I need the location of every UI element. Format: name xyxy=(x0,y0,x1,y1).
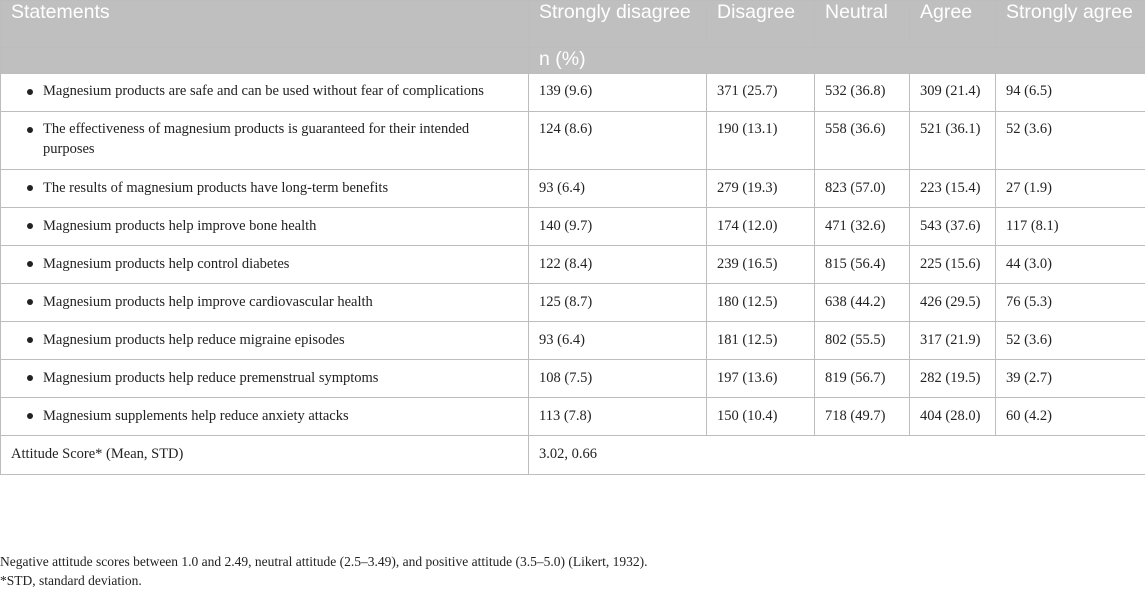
table-row xyxy=(1,398,1145,436)
footnote-std: *STD, standard deviation. xyxy=(0,571,647,590)
table-row xyxy=(1,246,1145,284)
disagree-cell: 150 (10.4) xyxy=(707,398,815,436)
statement-cell: Magnesium supplements help reduce anxiety attacks xyxy=(1,398,529,436)
header-blank xyxy=(1,48,529,74)
strongly-disagree-cell: 139 (9.6) xyxy=(529,74,707,112)
strongly-agree-cell: 117 (8.1) xyxy=(996,208,1145,246)
strongly-disagree-cell: 113 (7.8) xyxy=(529,398,707,436)
neutral-cell: 718 (49.7) xyxy=(815,398,910,436)
strongly-agree-cell: 52 (3.6) xyxy=(996,112,1145,170)
strongly-disagree-cell: 125 (8.7) xyxy=(529,284,707,322)
header-strongly-agree: Strongly agree xyxy=(996,1,1145,48)
header-agree: Agree xyxy=(910,1,996,48)
statement-cell: The results of magnesium products have long-term benefits xyxy=(1,170,529,208)
strongly-disagree-cell: 93 (6.4) xyxy=(529,322,707,360)
agree-cell: 317 (21.9) xyxy=(910,322,996,360)
footnote-scale: Negative attitude scores between 1.0 and 2.49, neutral attitude (2.5–3.49), and positive attitude (3.5–5.0) (Likert, 1932). xyxy=(0,552,647,571)
statement-cell: Magnesium products help improve cardiovascular health xyxy=(1,284,529,322)
header-neutral: Neutral xyxy=(815,1,910,48)
agree-cell: 426 (29.5) xyxy=(910,284,996,322)
attitude-score-value: 3.02, 0.66 xyxy=(529,436,1145,475)
strongly-disagree-cell: 124 (8.6) xyxy=(529,112,707,170)
neutral-cell: 471 (32.6) xyxy=(815,208,910,246)
disagree-cell: 371 (25.7) xyxy=(707,74,815,112)
strongly-agree-cell: 27 (1.9) xyxy=(996,170,1145,208)
neutral-cell: 819 (56.7) xyxy=(815,360,910,398)
disagree-cell: 180 (12.5) xyxy=(707,284,815,322)
strongly-disagree-cell: 122 (8.4) xyxy=(529,246,707,284)
neutral-cell: 802 (55.5) xyxy=(815,322,910,360)
unit-row xyxy=(1,48,1145,74)
table-row xyxy=(1,360,1145,398)
attitude-score-label: Attitude Score* (Mean, STD) xyxy=(1,436,529,475)
agree-cell: 543 (37.6) xyxy=(910,208,996,246)
agree-cell: 309 (21.4) xyxy=(910,74,996,112)
header-statements: Statements xyxy=(1,1,529,48)
strongly-agree-cell: 52 (3.6) xyxy=(996,322,1145,360)
neutral-cell: 823 (57.0) xyxy=(815,170,910,208)
statement-cell: Magnesium products are safe and can be used without fear of complications xyxy=(1,74,529,112)
agree-cell: 282 (19.5) xyxy=(910,360,996,398)
disagree-cell: 181 (12.5) xyxy=(707,322,815,360)
agree-cell: 521 (36.1) xyxy=(910,112,996,170)
table-row xyxy=(1,284,1145,322)
statement-cell: Magnesium products help reduce premenstrual symptoms xyxy=(1,360,529,398)
header-unit: n (%) xyxy=(529,48,1145,74)
neutral-cell: 815 (56.4) xyxy=(815,246,910,284)
disagree-cell: 279 (19.3) xyxy=(707,170,815,208)
header-strongly-disagree: Strongly disagree xyxy=(529,1,707,48)
strongly-agree-cell: 60 (4.2) xyxy=(996,398,1145,436)
statement-cell: Magnesium products help control diabetes xyxy=(1,246,529,284)
neutral-cell: 558 (36.6) xyxy=(815,112,910,170)
statement-cell: The effectiveness of magnesium products is guaranteed for their intended purposes xyxy=(1,112,529,170)
table-row xyxy=(1,170,1145,208)
agree-cell: 223 (15.4) xyxy=(910,170,996,208)
statement-cell: Magnesium products help reduce migraine episodes xyxy=(1,322,529,360)
strongly-disagree-cell: 140 (9.7) xyxy=(529,208,707,246)
header-row xyxy=(1,1,1145,48)
disagree-cell: 197 (13.6) xyxy=(707,360,815,398)
strongly-disagree-cell: 93 (6.4) xyxy=(529,170,707,208)
strongly-agree-cell: 94 (6.5) xyxy=(996,74,1145,112)
disagree-cell: 174 (12.0) xyxy=(707,208,815,246)
statement-cell: Magnesium products help improve bone health xyxy=(1,208,529,246)
table-row xyxy=(1,322,1145,360)
disagree-cell: 190 (13.1) xyxy=(707,112,815,170)
strongly-agree-cell: 39 (2.7) xyxy=(996,360,1145,398)
table-row xyxy=(1,74,1145,112)
neutral-cell: 532 (36.8) xyxy=(815,74,910,112)
agree-cell: 404 (28.0) xyxy=(910,398,996,436)
table-row xyxy=(1,112,1145,170)
strongly-agree-cell: 44 (3.0) xyxy=(996,246,1145,284)
agree-cell: 225 (15.6) xyxy=(910,246,996,284)
disagree-cell: 239 (16.5) xyxy=(707,246,815,284)
attitude-score-row xyxy=(1,436,1145,475)
strongly-disagree-cell: 108 (7.5) xyxy=(529,360,707,398)
strongly-agree-cell: 76 (5.3) xyxy=(996,284,1145,322)
header-disagree: Disagree xyxy=(707,1,815,48)
table-footnotes xyxy=(0,552,647,590)
table-row xyxy=(1,208,1145,246)
neutral-cell: 638 (44.2) xyxy=(815,284,910,322)
